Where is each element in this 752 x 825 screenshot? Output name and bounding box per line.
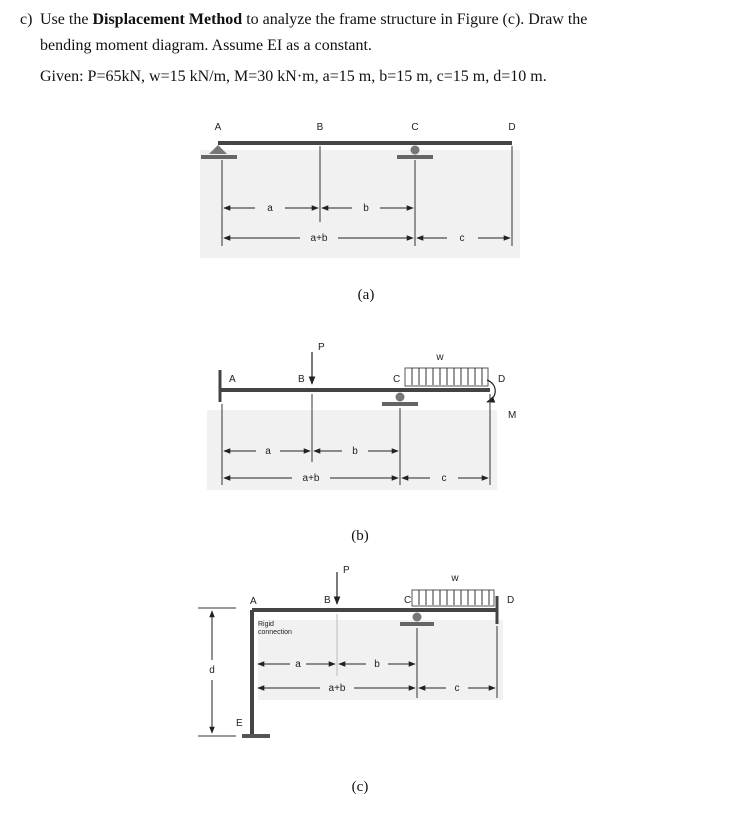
fig-a-dim-ab: a+b: [310, 233, 328, 244]
figure-b: [207, 342, 516, 544]
figure-a: [200, 122, 520, 303]
fig-b-caption: (b): [351, 528, 369, 544]
roller-support-c: [400, 613, 434, 627]
given-values: Given: P=65kN, w=15 kN/m, M=30 kN·m, a=15 m, b=15 m, c=15 m, d=10 m.: [40, 68, 547, 85]
fig-c-load-P: P: [343, 565, 350, 576]
fig-a-point-D: D: [508, 122, 516, 133]
fig-b-point-A: A: [229, 374, 236, 385]
fig-a-point-C: C: [411, 122, 419, 133]
rigid-note-line2: connection: [258, 629, 292, 636]
fig-c-dim-c: c: [454, 683, 460, 694]
fig-c-load-w: w: [451, 573, 459, 584]
fig-c-point-E: E: [236, 718, 243, 729]
fig-b-load-w: w: [436, 352, 444, 363]
fig-c-dim-d: d: [209, 665, 215, 676]
fig-a-caption: (a): [357, 287, 375, 303]
fig-b-load-P: P: [318, 342, 325, 353]
fig-a-point-B: B: [316, 122, 324, 133]
fig-c-point-A: A: [250, 596, 257, 607]
fig-c-dim-b: b: [374, 659, 380, 670]
roller-support-c: [382, 393, 418, 407]
fixed-support-e: [242, 734, 270, 738]
fig-b-dim-b: b: [352, 446, 358, 457]
question-line-2: bending moment diagram. Assume EI as a constant.: [40, 37, 372, 54]
fig-a-dim-b: b: [363, 203, 369, 214]
fig-c-caption: (c): [351, 779, 369, 795]
fig-b-dim-a: a: [265, 446, 271, 457]
fig-b-dim-ab: a+b: [302, 473, 320, 484]
fig-b-load-M: M: [508, 410, 517, 421]
fig-c-point-C: C: [404, 595, 412, 606]
distributed-load-w: [412, 590, 494, 606]
fig-b-point-C: C: [393, 374, 401, 385]
fig-b-point-B: B: [298, 374, 305, 385]
fig-c-point-B: B: [324, 595, 331, 606]
fig-c-dim-a: a: [295, 659, 301, 670]
question-line-1: Use the Displacement Method to analyze the frame structure in Figure (c). Draw the: [40, 11, 588, 28]
fig-c-dim-ab: a+b: [328, 683, 346, 694]
distributed-load-w: [405, 368, 488, 386]
method-name: Displacement Method: [92, 11, 243, 28]
fig-a-dim-a: a: [267, 203, 273, 214]
fig-b-dim-c: c: [441, 473, 447, 484]
rigid-note-line1: Rigid: [258, 621, 274, 628]
figure-c: [198, 565, 514, 795]
fig-a-dim-c: c: [459, 233, 465, 244]
fig-b-point-D: D: [498, 374, 506, 385]
fig-c-point-D: D: [507, 595, 515, 606]
fig-a-point-A: A: [214, 122, 222, 133]
question-label: c): [20, 11, 33, 28]
